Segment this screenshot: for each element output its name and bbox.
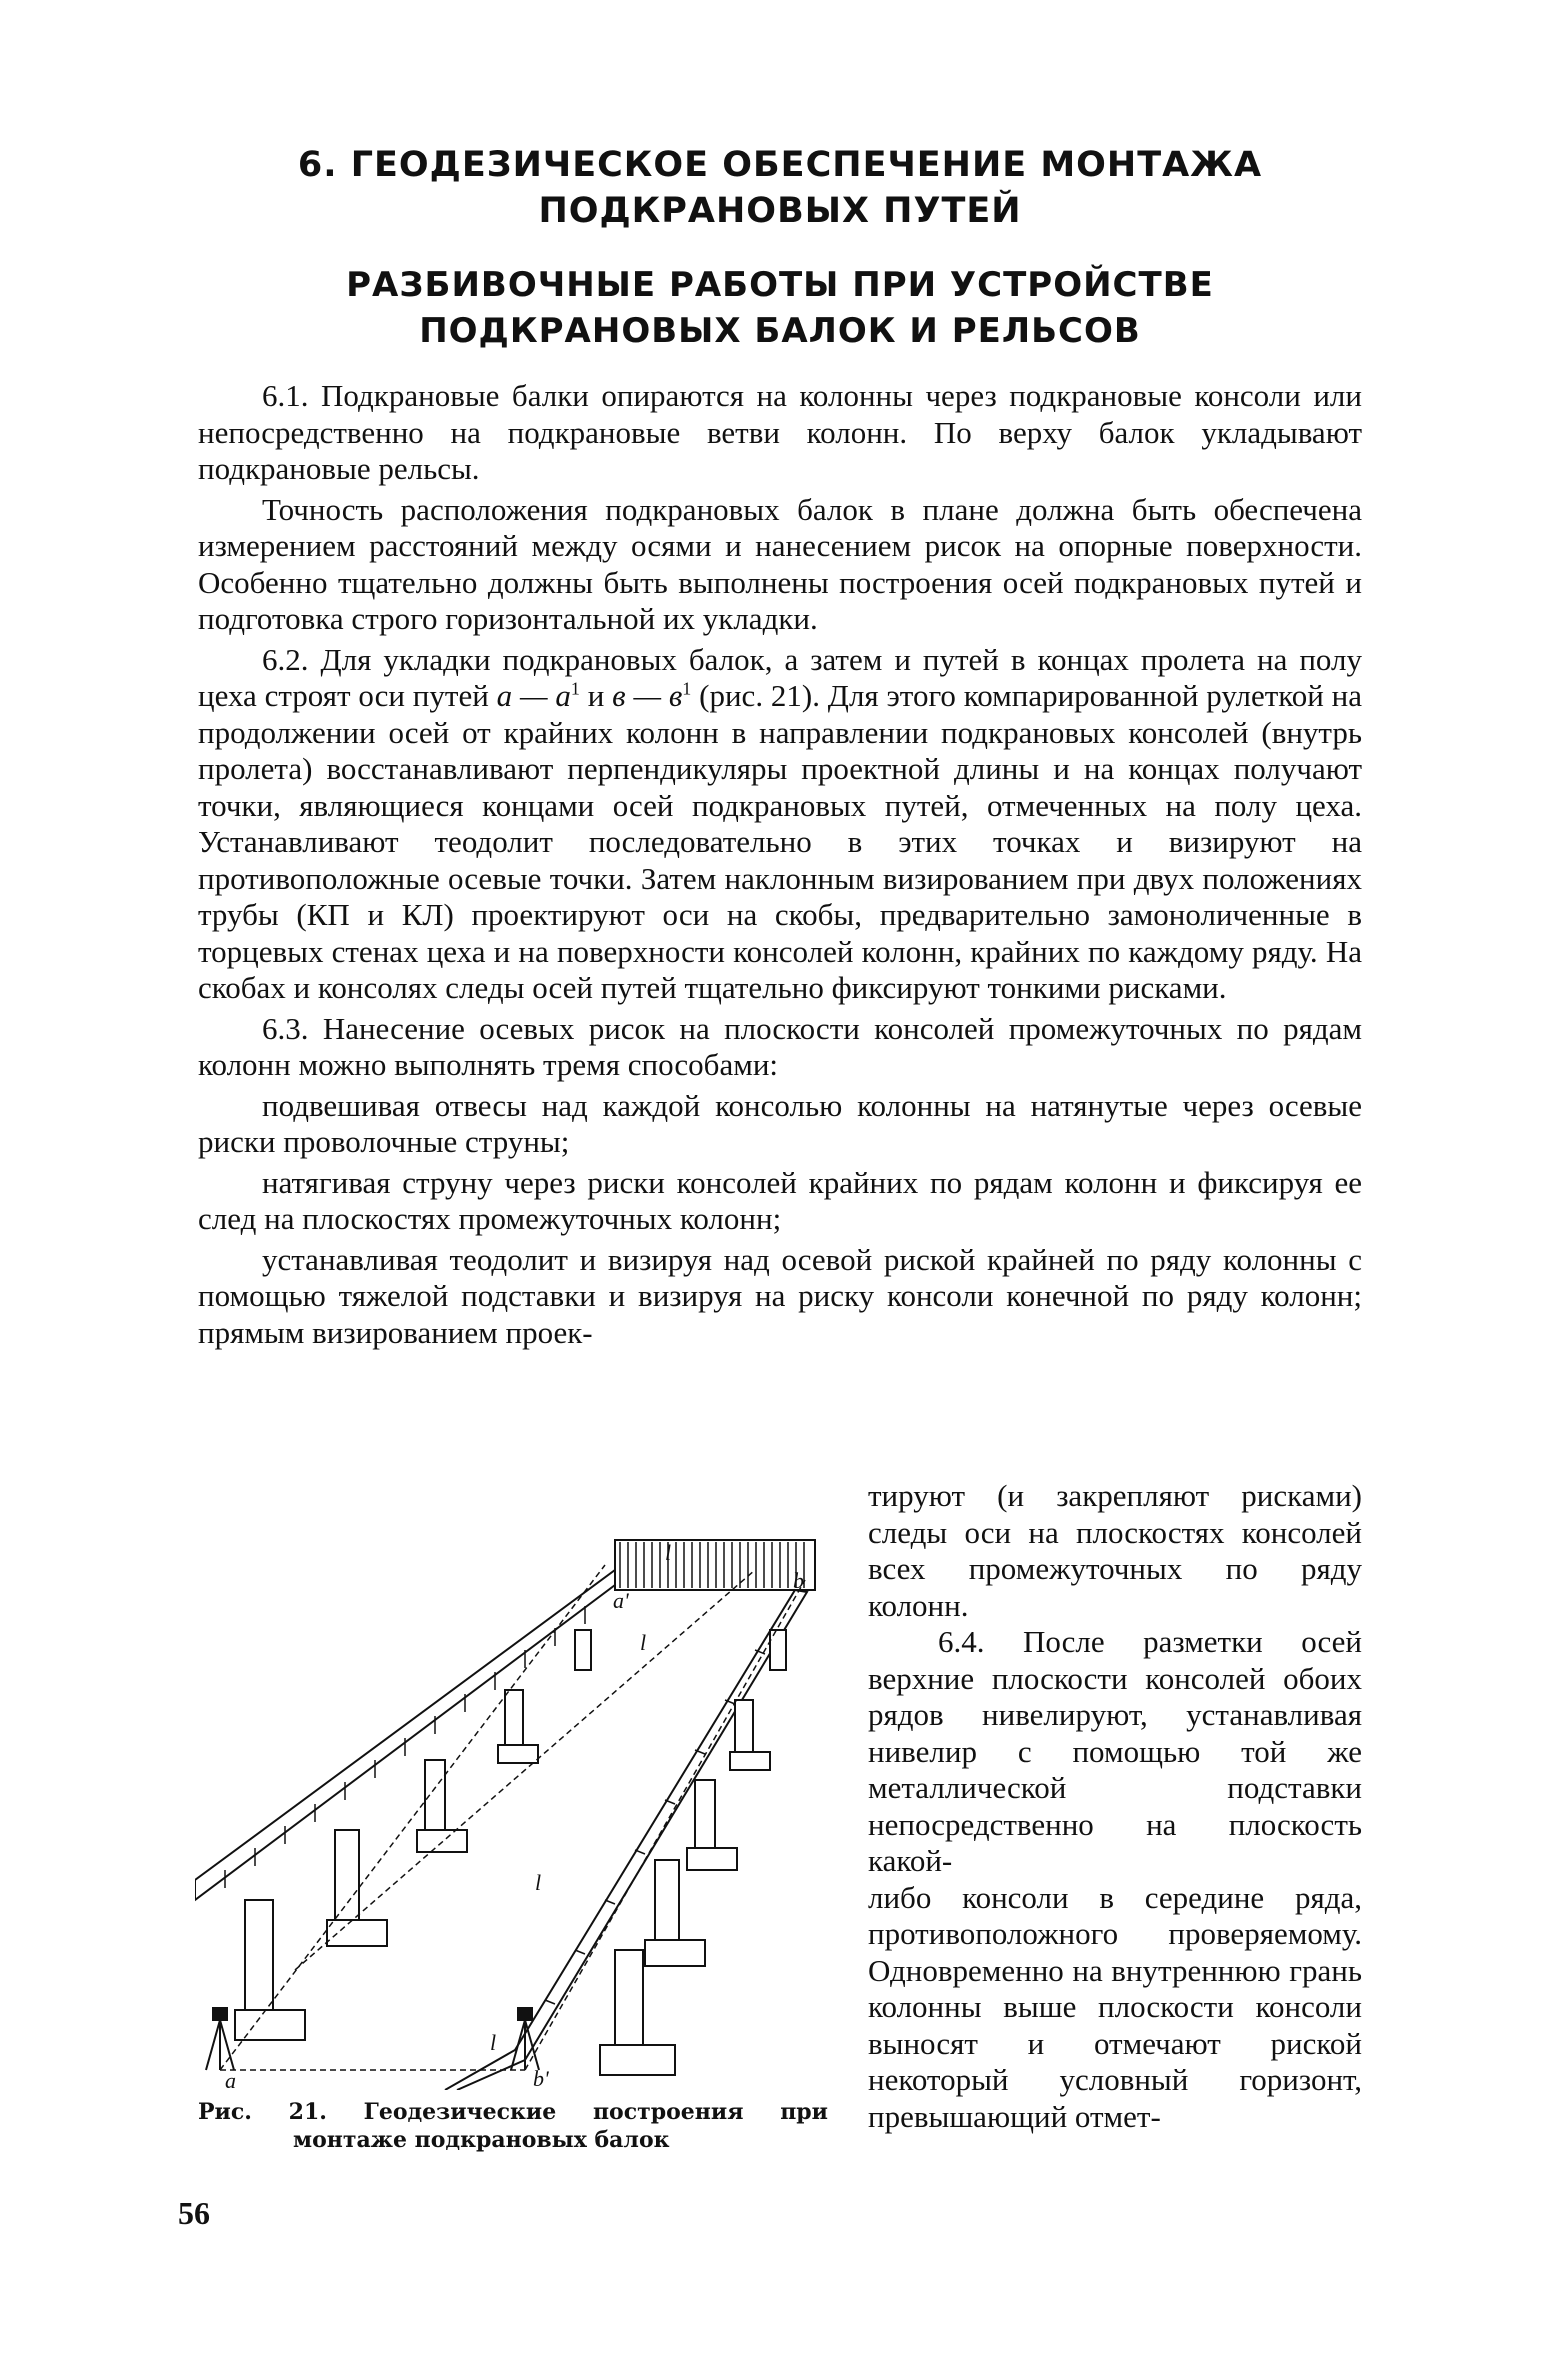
sight-lines [220,1565,805,2070]
page-number: 56 [178,2195,210,2231]
paragraph-6-2 [198,642,1362,1007]
figure-21-crane-runway-diagram [195,1530,835,2090]
p62-and: и [587,678,605,713]
right-row-columns [600,1630,786,2075]
wrap-text [868,1478,1362,2135]
figure-labels [225,1540,804,2090]
paragraph-6-1: 6.1. Подкрановые балки опираются на колонны через подкрановые консоли или непосредственно на подкрановые ветви колонн. По верху балок укладывают подкрановые рельсы. [198,378,1362,486]
figure-caption [198,2098,828,2154]
p62-text-a: 6.2. Для укладки подкрановых балок, а затем и путей в концах пролета на полу цеха строят оси путей [198,641,1362,713]
label-a: a [225,2068,236,2090]
left-crane-beam [195,1570,615,1900]
axis-b-sup: 1 [682,678,692,699]
wrap-text-a: тируют (и закрепляют рисками) следы оси на плоскостях консолей всех промежуточных по ряду колонн. [868,1478,1362,1623]
axis-a: а — а [496,678,571,713]
axis-a-sup: 1 [570,678,580,699]
paragraph-6-3: 6.3. Нанесение осевых рисок на плоскости консолей промежуточных по рядам колонн можно выполнять тремя способами: [198,1010,1362,1082]
label-b-prime: b' [533,2066,549,2090]
theodolite-a [206,2008,234,2070]
p62-text-b: (рис. 21). Для этого компарированной рулеткой на продолжении осей от крайних колонн в направлении подкрановых консолей (внутрь пролета) восстанавливают перпендикуляры проектной длины и на концах получают точки, являющиеся концами осей подкрановых путей, отмеченных на полу цеха. Устанавливают теодолит последовательно в этих точках и визируют на противоположные осевые точки. Затем наклонным визированием при двух положениях трубы (КП и КЛ) проектируют оси на скобы, предварительно замоноличенные в торцевых стенах цеха и на поверхности консолей колонн, крайних по каждому ряду. На скобах и консолях следы осей путей тщательно фиксируют тонкими рисками. [198,678,1363,1005]
paragraph-6-4: 6.4. После разметки осей верхние плоскости консолей обоих рядов нивелируют, устанавливая нивелир с помощью той же металлической подставки непосредственно на плоскость какой- [868,1624,1362,1878]
end-wall [615,1540,815,1590]
axis-b: в — в [612,678,683,713]
label-a-prime: a' [613,1588,629,1613]
wrap-text-c: либо консоли в середине ряда, противоположного проверяемому. Одновременно на внутреннюю грань колонны выше плоскости консоли выносят и отмечают риской некоторый условный горизонт, превышающий отмет- [868,1879,1362,2134]
label-l-top: l [640,1630,647,1655]
chapter-title-line2: ПОДКРАНОВЫХ ПУТЕЙ [538,191,1022,231]
label-l-bottom: l [490,2030,497,2055]
method-1: подвешивая отвесы над каждой консолью колонны на натянутые через осевые риски проволочные струны; [198,1087,1362,1159]
main-text [198,378,1362,1355]
caption-line1: Рис. 21. Геодезические построения при [198,2099,828,2125]
label-l-mid: l [535,1870,542,1895]
chapter-title [190,142,1370,234]
section-title [190,262,1370,354]
paragraph-6-1-accuracy: Точность расположения подкрановых балок в плане должна быть обеспечена измерением расстояний между осями и нанесением рисок на опорные поверхности. Особенно тщательно должны быть выполнены построения осей подкрановых путей и подготовка строго горизонтальной их укладки. [198,491,1362,636]
caption-line2: монтаже подкрановых балок [293,2127,670,2153]
method-3: устанавливая теодолит и визируя над осевой риской крайней по ряду колонны с помощью тяжелой подставки и визируя на риску консоли конечной по ряду колонн; прямым визированием проек- [198,1241,1362,1350]
section-title-line1: РАЗБИВОЧНЫЕ РАБОТЫ ПРИ УСТРОЙСТВЕ [346,265,1214,305]
left-row-columns [235,1630,591,2040]
method-2: натягивая струну через риски консолей крайних по рядам колонн и фиксируя ее след на плоскостях промежуточных колонн; [198,1164,1362,1236]
section-title-line2: ПОДКРАНОВЫХ БАЛОК И РЕЛЬСОВ [419,311,1141,351]
label-l-wall: l [665,1540,672,1565]
label-b: b [793,1568,804,1593]
chapter-title-line1: 6. ГЕОДЕЗИЧЕСКОЕ ОБЕСПЕЧЕНИЕ МОНТАЖА [297,145,1263,185]
